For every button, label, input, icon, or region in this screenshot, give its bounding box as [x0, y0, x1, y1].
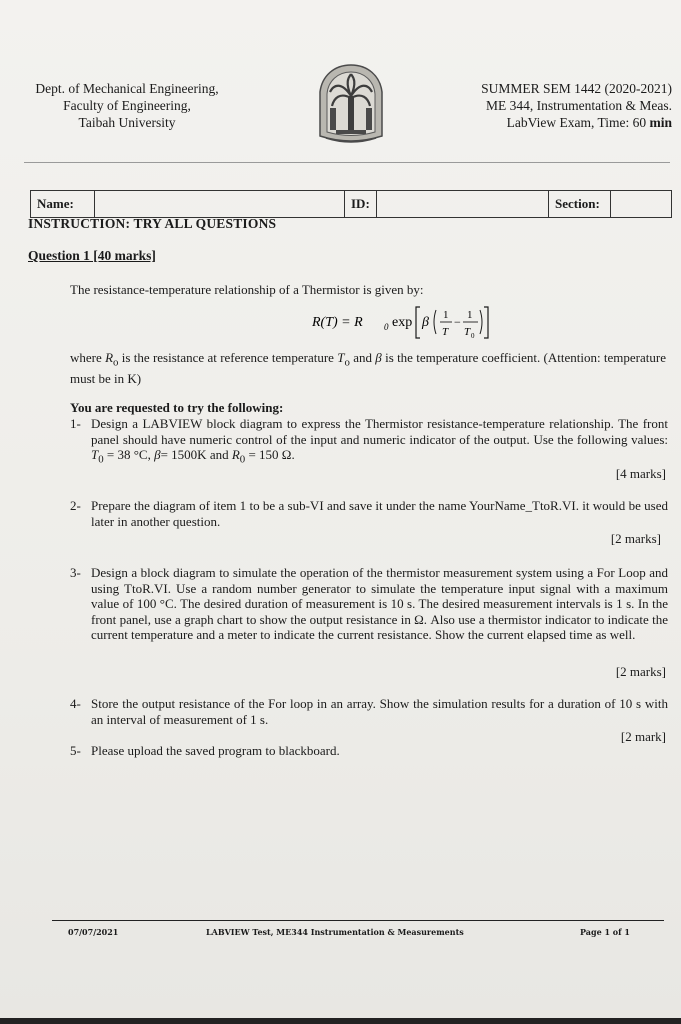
list-item: [70, 743, 668, 759]
name-label: Name:: [31, 191, 95, 217]
student-info-table: [30, 190, 672, 218]
formula-den-t0: T: [464, 326, 471, 338]
formula-num-1: 1: [443, 309, 449, 321]
exam-header: [444, 80, 672, 131]
item-text: Design a LABVIEW block diagram to express the Thermistor resistance-temperature relationship. The front panel should have numeric control of the input and numeric indicator of the output. Use the following values: $T_0 = 38$ °C, β= 1500K and $R_0 = 150$ Ω.: [91, 416, 668, 466]
item-number: 4-: [70, 696, 81, 711]
university-logo-icon: [314, 62, 388, 148]
faculty-line: Faculty of Engineering,: [63, 98, 191, 113]
id-label: ID:: [345, 191, 377, 217]
formula-t0-sub: 0: [471, 332, 475, 340]
footer-date: 07/07/2021: [68, 927, 119, 937]
instruction-heading: INSTRUCTION: TRY ALL QUESTIONS: [28, 216, 277, 231]
list-item: [70, 565, 668, 643]
question-intro: The resistance-temperature relationship of a Thermistor is given by:: [70, 282, 424, 297]
formula-den-t: T: [442, 326, 449, 338]
item-marks: [2 marks]: [615, 664, 666, 679]
item-marks: [2 mark]: [620, 729, 666, 744]
thermistor-formula: [312, 302, 502, 342]
formula-explanation: where $R_o$ is the resistance at reference temperature $T_o$ and β is the temperature coefficient. (Attention: temperature must be in K): [70, 350, 666, 387]
item-text: Design a block diagram to simulate the operation of the thermistor measurement system using a For Loop and using TtoR.VI. Use a random number generator to simulate the temperature input signal with a maximum value of 100 °C. The desired duration of measurement is 10 s. The desired measurement intervals is 1 s. In the front panel, use a graph chart to show the output resistance in Ω. Also use a thermistor indicator to indicate the current temperature and a meter to indicate the current resistance. Show the current elapsed time as well.: [91, 565, 668, 642]
footer-course: LABVIEW Test, ME344 Instrumentation & Measurements: [206, 927, 464, 937]
dept-line: Dept. of Mechanical Engineering,: [35, 81, 219, 96]
formula-minus: −: [454, 315, 461, 329]
formula-beta: β: [422, 315, 429, 330]
item-marks: [2 marks]: [610, 531, 661, 546]
footer-page-number: Page 1 of 1: [580, 927, 630, 937]
bottom-edge: [0, 1018, 681, 1024]
item-text: Please upload the saved program to blackboard.: [91, 743, 340, 758]
formula-lhs: R(T) = R: [312, 315, 363, 330]
semester-line: SUMMER SEM 1442 (2020-2021): [481, 81, 672, 96]
item-number: 5-: [70, 743, 81, 758]
formula-num-2: 1: [467, 309, 473, 321]
department-header: [22, 80, 232, 131]
formula-r0-sub: 0: [384, 322, 389, 332]
list-item: [70, 498, 668, 529]
name-field[interactable]: [95, 191, 345, 217]
item-number: 2-: [70, 498, 81, 513]
footer-divider: [52, 920, 664, 921]
list-item: [70, 416, 668, 468]
item-number: 1-: [70, 416, 81, 431]
id-field[interactable]: [377, 191, 549, 217]
requested-heading: You are requested to try the following:: [70, 400, 284, 415]
section-label: Section:: [549, 191, 611, 217]
question-title: Question 1 [40 marks]: [28, 248, 156, 263]
header-divider: [24, 162, 670, 163]
course-line: ME 344, Instrumentation & Meas.: [486, 98, 672, 113]
list-item: [70, 696, 668, 727]
item-number: 3-: [70, 565, 81, 580]
item-marks: [4 marks]: [615, 466, 666, 481]
item-text: Store the output resistance of the For loop in an array. Show the simulation results for a duration of 10 s with an interval of measurement of 1 s.: [91, 696, 668, 727]
formula-exp: exp: [392, 315, 413, 330]
exam-time-line: LabView Exam, Time: 60 min: [506, 115, 672, 130]
university-line: Taibah University: [78, 115, 176, 130]
item-text: Prepare the diagram of item 1 to be a sub-VI and save it under the name YourName_TtoR.VI. it would be used later in another question.: [91, 498, 668, 529]
section-field[interactable]: [611, 191, 669, 217]
